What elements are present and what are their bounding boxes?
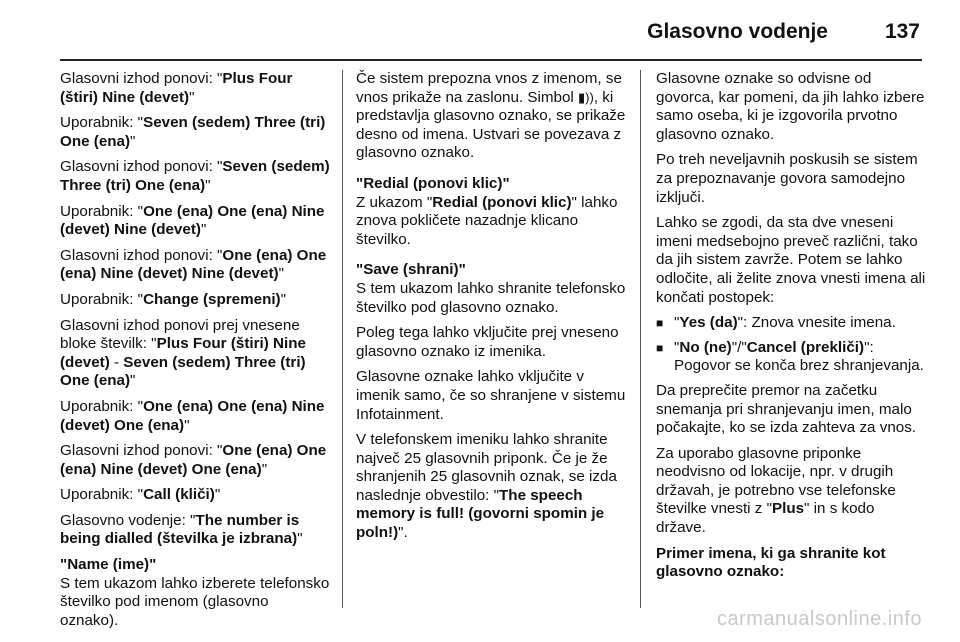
section-save: "Save (shrani)" S tem ukazom lahko shranite telefonsko številko pod glasovno oznako.: [356, 261, 631, 317]
dialog-line: Uporabnik: "Change (spremeni)": [60, 290, 287, 308]
section-redial: "Redial (ponovi klic)" Z ukazom "Redial (ponovi klic)" lahko znova pokličete nazadnje klicano številko.: [356, 175, 631, 249]
page-title: Glasovno vodenje: [647, 20, 828, 43]
dialog-line: Glasovno vodenje: "The number is being dialled (številka je izbrana)": [60, 511, 303, 548]
voice-tag-icon: ▮)): [578, 89, 594, 105]
section-heading: "Redial (ponovi klic)": [356, 174, 510, 192]
paragraph: Glasovne oznake lahko vključite v imenik samo, če so shranjene v sistemu Infotainment.: [356, 368, 626, 423]
section-heading: "Name (ime)": [60, 556, 157, 574]
section-heading: Primer imena, ki ga shranite kot glasovno oznako:: [656, 544, 886, 581]
dialog-line: Glasovni izhod ponovi: "Seven (sedem) Three (tri) One (ena)": [60, 158, 330, 194]
section-text: S tem ukazom lahko izberete telefonsko številko pod imenom (glasovno oznako).: [60, 574, 330, 629]
column-divider: [640, 70, 641, 608]
paragraph: Da preprečite premor na začetku snemanja pri shranjevanju imen, malo počakajte, ko se izda zahteva za vnos.: [656, 381, 917, 437]
header-rule: [60, 59, 922, 61]
section-heading: "Save (shrani)": [356, 261, 466, 279]
dialog-line: Uporabnik: "One (ena) One (ena) Nine (devet) Nine (devet)": [60, 202, 325, 239]
paragraph: Če sistem prepozna vnos z imenom, se vnos prikaže na zaslonu. Simbol ▮)), ki predstavlja glasovno oznako, se prikaže desno od imena. Ustvari se povezava z glasovno oznako.: [356, 70, 626, 162]
list-item: ■ "Yes (da)": Znova vnesite imena.: [656, 314, 896, 332]
bullet-square-icon: ■: [656, 340, 664, 355]
dialog-line: Uporabnik: "Call (kliči)": [60, 486, 221, 504]
page-header: [0, 0, 960, 62]
column-3: [656, 70, 926, 589]
page-number: 137: [884, 20, 920, 43]
dialog-line: Uporabnik: "Seven (sedem) Three (tri) One (ena)": [60, 114, 326, 150]
dialog-line: Glasovni izhod ponovi prej vnesene bloke številk: "Plus Four (štiri) Nine (devet) - Seven (sedem) Three (tri) One (ena)": [60, 316, 306, 390]
dialog-line: Uporabnik: "One (ena) One (ena) Nine (devet) One (ena)": [60, 397, 325, 434]
watermark: carmanualsonline.info: [716, 608, 922, 630]
paragraph: Glasovne oznake so odvisne od govorca, kar pomeni, da jih lahko izbere samo oseba, ki je izgovorila prvotno glasovno oznako.: [656, 70, 925, 143]
bullet-square-icon: ■: [656, 316, 664, 331]
paragraph: Za uporabo glasovne priponke neodvisno od lokacije, npr. v drugih državah, je potrebno vse telefonske številke vnesti z "Plus" in s kodo države.: [656, 444, 896, 537]
paragraph: Lahko se zgodi, da sta dve vneseni imeni medsebojno preveč različni, tako da jih sistem zavrže. Potem se lahko odločite, ali želite znova vnesti imena ali končati postopek:: [656, 214, 926, 306]
paragraph: V telefonskem imeniku lahko shranite največ 25 glasovnih priponk. Če je že shranjenih 25 glasovnih oznak, se izda naslednje obvestilo: "The speech memory is full! (govorni spomin je poln!)".: [356, 431, 617, 542]
column-1: [60, 70, 330, 630]
dialog-line: Glasovni izhod ponovi: "Plus Four (štiri) Nine (devet)": [60, 70, 293, 106]
section-name: [60, 556, 330, 630]
dialog-line: Glasovni izhod ponovi: "One (ena) One (ena) Nine (devet) One (ena)": [60, 442, 327, 478]
dialog-line: Glasovni izhod ponovi: "One (ena) One (ena) Nine (devet) Nine (devet)": [60, 246, 327, 283]
paragraph: Poleg tega lahko vključite prej vneseno glasovno oznako iz imenika.: [356, 324, 619, 360]
paragraph: Po treh neveljavnih poskusih se sistem za prepoznavanje govora samodejno izključi.: [656, 151, 918, 206]
column-divider: [342, 70, 343, 608]
list-item: ■ "No (ne)"/"Cancel (prekliči)": Pogovor se konča brez shranjevanja.: [656, 338, 924, 375]
column-2: [356, 70, 631, 550]
